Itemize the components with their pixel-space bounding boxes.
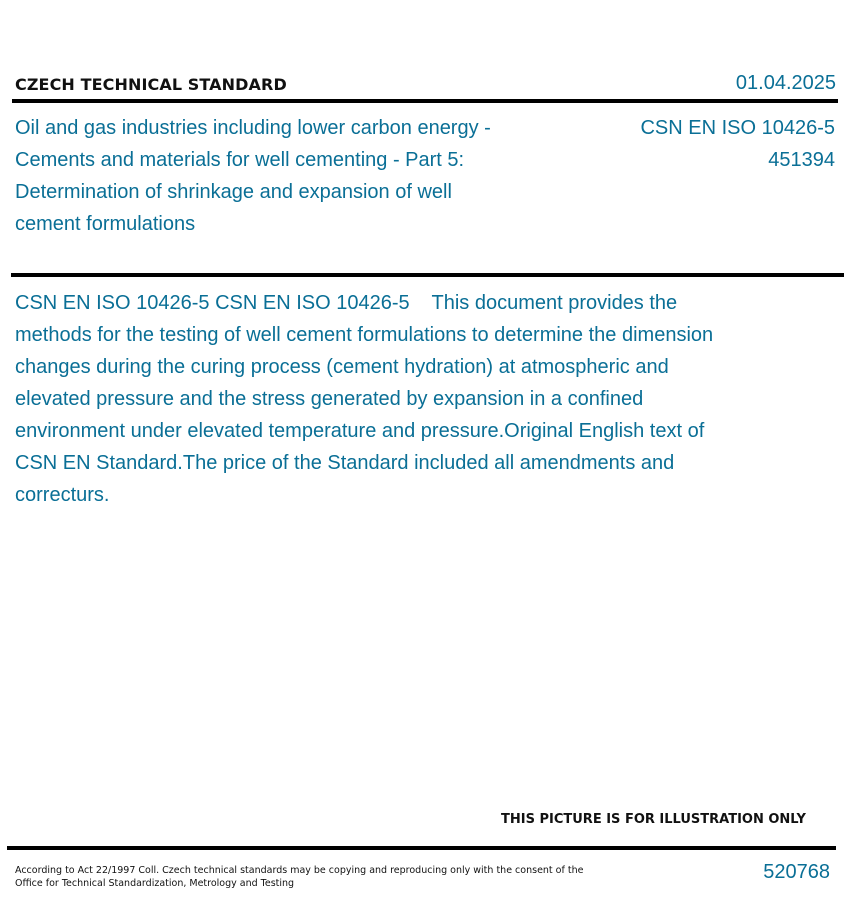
- illustration-note: THIS PICTURE IS FOR ILLUSTRATION ONLY: [501, 812, 806, 827]
- standard-code: CSN EN ISO 10426-5: [640, 117, 835, 139]
- standard-description: CSN EN ISO 10426-5 CSN EN ISO 10426-5 This document provides the methods for the testing of well cement formulations to determine the dimension changes during the curing process (cement hydration) at atmospheric and elevated pressure and the stress generated by expansion in a confined environment under elevated temperature and pressure.Original English text of CSN EN Standard.The price of the Standard included all amendments and correcturs.: [15, 292, 714, 506]
- standard-identifiers: [640, 112, 835, 176]
- catalog-number: 451394: [768, 149, 835, 171]
- standard-title: Oil and gas industries including lower carbon energy - Cements and materials for well cementing - Part 5: Determination of shrinkage and expansion of well cement formulations: [15, 117, 491, 235]
- header-divider: [12, 99, 838, 103]
- product-number: 520768: [763, 861, 830, 883]
- document-category-label: CZECH TECHNICAL STANDARD: [15, 75, 287, 94]
- legal-notice: According to Act 22/1997 Coll. Czech technical standards may be copying and reproducing only with the consent of the Office for Technical Standardization, Metrology and Testing: [15, 865, 584, 889]
- footer-divider: [7, 846, 836, 850]
- publication-date: 01.04.2025: [735, 72, 836, 94]
- title-divider: [11, 273, 844, 277]
